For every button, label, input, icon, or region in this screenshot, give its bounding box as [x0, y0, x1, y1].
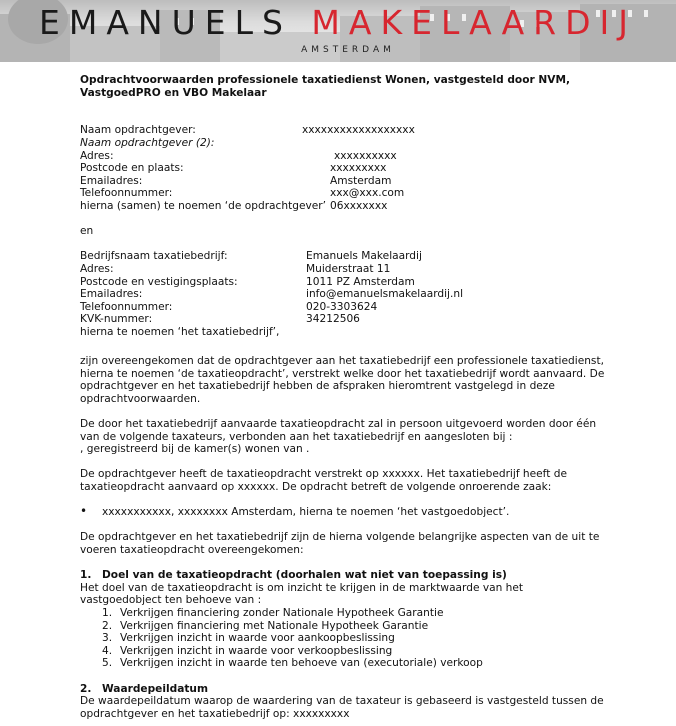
section-number: 1.	[80, 569, 92, 582]
purpose-list	[80, 607, 600, 670]
client-together-label: hierna (samen) te noemen ‘de opdrachtgever’	[80, 199, 326, 212]
paragraph-assignment-date	[80, 468, 600, 493]
list-item: 4. Verkrijgen inzicht in waarde voor verkoopbeslissing	[102, 644, 393, 657]
paragraph-line: De opdrachtgever en het taxatiebedrijf zijn de hierna volgende belangrijke aspecten van de uit te	[80, 531, 600, 544]
company-address-label: Adres:	[80, 262, 114, 275]
paragraph-appraisers	[80, 418, 600, 456]
paragraph-line: opdrachtgever en het taxatiebedrijf hebben de afspraken hieromtrent vastgelegd in deze	[80, 380, 555, 393]
property-bullet-text: xxxxxxxxxxx, xxxxxxxx Amsterdam, hierna te noemen ‘het vastgoedobject’.	[102, 506, 510, 519]
list-item: 5. Verkrijgen inzicht in waarde ten behoeve van (executoriale) verkoop	[102, 657, 483, 670]
conjunction-text: en	[80, 225, 94, 238]
company-kvk-value: 34212506	[306, 313, 360, 326]
brand-city: AMSTERDAM	[301, 45, 395, 55]
list-item: 3. Verkrijgen inzicht in waarde voor aankoopbeslissing	[102, 632, 395, 645]
client-address-value: xxxxxxxxxx	[334, 149, 397, 162]
client-name-value: xxxxxxxxxxxxxxxxxx	[302, 124, 415, 137]
client-together-value: 06xxxxxxx	[330, 199, 388, 212]
paragraph-line: , geregistreerd bij de kamer(s) wonen van .	[80, 443, 310, 456]
client-postcode-value: xxxxxxxxx	[330, 162, 387, 175]
paragraph-aspects	[80, 531, 600, 556]
client-name-label: Naam opdrachtgever:	[80, 124, 196, 137]
client-email-value: Amsterdam	[330, 174, 392, 187]
paragraph-line: De opdrachtgever heeft de taxatieopdracht verstrekt op xxxxxx. Het taxatiebedrijf heeft de	[80, 468, 567, 481]
brand-name-part1: EMANUELS	[39, 3, 292, 42]
bullet-icon: •	[80, 504, 88, 519]
client-phone-label: Telefoonnummer:	[80, 187, 173, 200]
document-title-line-1: Opdrachtvoorwaarden professionele taxatiedienst Wonen, vastgesteld door NVM,	[80, 74, 571, 86]
paragraph-line: van de volgende taxateurs, verbonden aan het taxatiebedrijf en aangesloten bij :	[80, 430, 513, 443]
property-bullet-item	[80, 506, 600, 519]
company-name-value: Emanuels Makelaardij	[306, 250, 422, 263]
company-hereafter-text: hierna te noemen ‘het taxatiebedrijf’,	[80, 325, 280, 338]
section-heading-valuation-date	[80, 683, 600, 696]
section-purpose	[80, 569, 600, 670]
section-title: Doel van de taxatieopdracht (doorhalen wat niet van toepassing is)	[102, 569, 507, 582]
section-title: Waardepeildatum	[102, 682, 209, 695]
paragraph-line: taxatieopdracht aanvaard op xxxxxx. De opdracht betreft de volgende onroerende zaak:	[80, 481, 552, 493]
company-address-value: Muiderstraat 11	[306, 262, 391, 275]
client-email-label: Emailadres:	[80, 174, 143, 187]
company-email-value: info@emanuelsmakelaardij.nl	[306, 288, 464, 301]
paragraph-line: zijn overeengekomen dat de opdrachtgever aan het taxatiebedrijf een professionele taxatiedienst,	[80, 355, 604, 368]
client-postcode-label: Postcode en plaats:	[80, 162, 184, 175]
company-postcode-value: 1011 PZ Amsterdam	[306, 275, 415, 288]
section-valuation-date	[80, 682, 604, 721]
client-name2-label: Naam opdrachtgever (2):	[80, 136, 215, 149]
company-details	[80, 250, 600, 338]
paragraph-line: De waardepeildatum waarop de waardering van de taxateur is gebaseerd is vastgesteld tussen de	[80, 695, 604, 708]
client-details	[80, 124, 600, 212]
client-address-label: Adres:	[80, 149, 114, 162]
company-phone-value: 020-3303624	[306, 300, 378, 313]
section-heading-purpose	[80, 569, 600, 582]
paragraph-line: opdrachtgever en het taxatiebedrijf op: xxxxxxxxx	[80, 707, 350, 720]
company-email-label: Emailadres:	[80, 288, 143, 301]
company-name-label: Bedrijfsnaam taxatiebedrijf:	[80, 250, 228, 263]
list-item: 2. Verkrijgen financiering met Nationale Hypotheek Garantie	[102, 619, 429, 632]
list-item: 1. Verkrijgen financiering zonder Nationale Hypotheek Garantie	[102, 606, 444, 619]
company-phone-label: Telefoonnummer:	[80, 300, 173, 313]
paragraph-line: vastgoedobject ten behoeve van :	[80, 594, 262, 607]
paragraph-line: voeren taxatieopdracht overeengekomen:	[80, 543, 304, 556]
company-kvk-label: KVK-nummer:	[80, 313, 153, 326]
paragraph-line: opdrachtvoorwaarden.	[80, 392, 201, 405]
brand-name-part2: MAKELAARDIJ	[311, 3, 637, 42]
client-phone-value: xxx@xxx.com	[330, 187, 405, 200]
paragraph-line: De door het taxatiebedrijf aanvaarde taxatieopdracht zal in persoon uitgevoerd worden door één	[80, 418, 597, 431]
paragraph-line: hierna te noemen ‘de taxatieopdracht’, verstrekt welke door het taxatiebedrijf wordt aanvaard. De	[80, 367, 605, 380]
header-banner	[0, 0, 676, 62]
document-body	[80, 74, 605, 720]
paragraph-agreement	[80, 355, 605, 405]
brand-logo	[0, 3, 676, 43]
section-number: 2.	[80, 682, 92, 695]
document-title-line-2: VastgoedPRO en VBO Makelaar	[80, 86, 267, 99]
paragraph-line: Het doel van de taxatieopdracht is om inzicht te krijgen in de marktwaarde van het	[80, 581, 524, 594]
company-postcode-label: Postcode en vestigingsplaats:	[80, 275, 238, 288]
